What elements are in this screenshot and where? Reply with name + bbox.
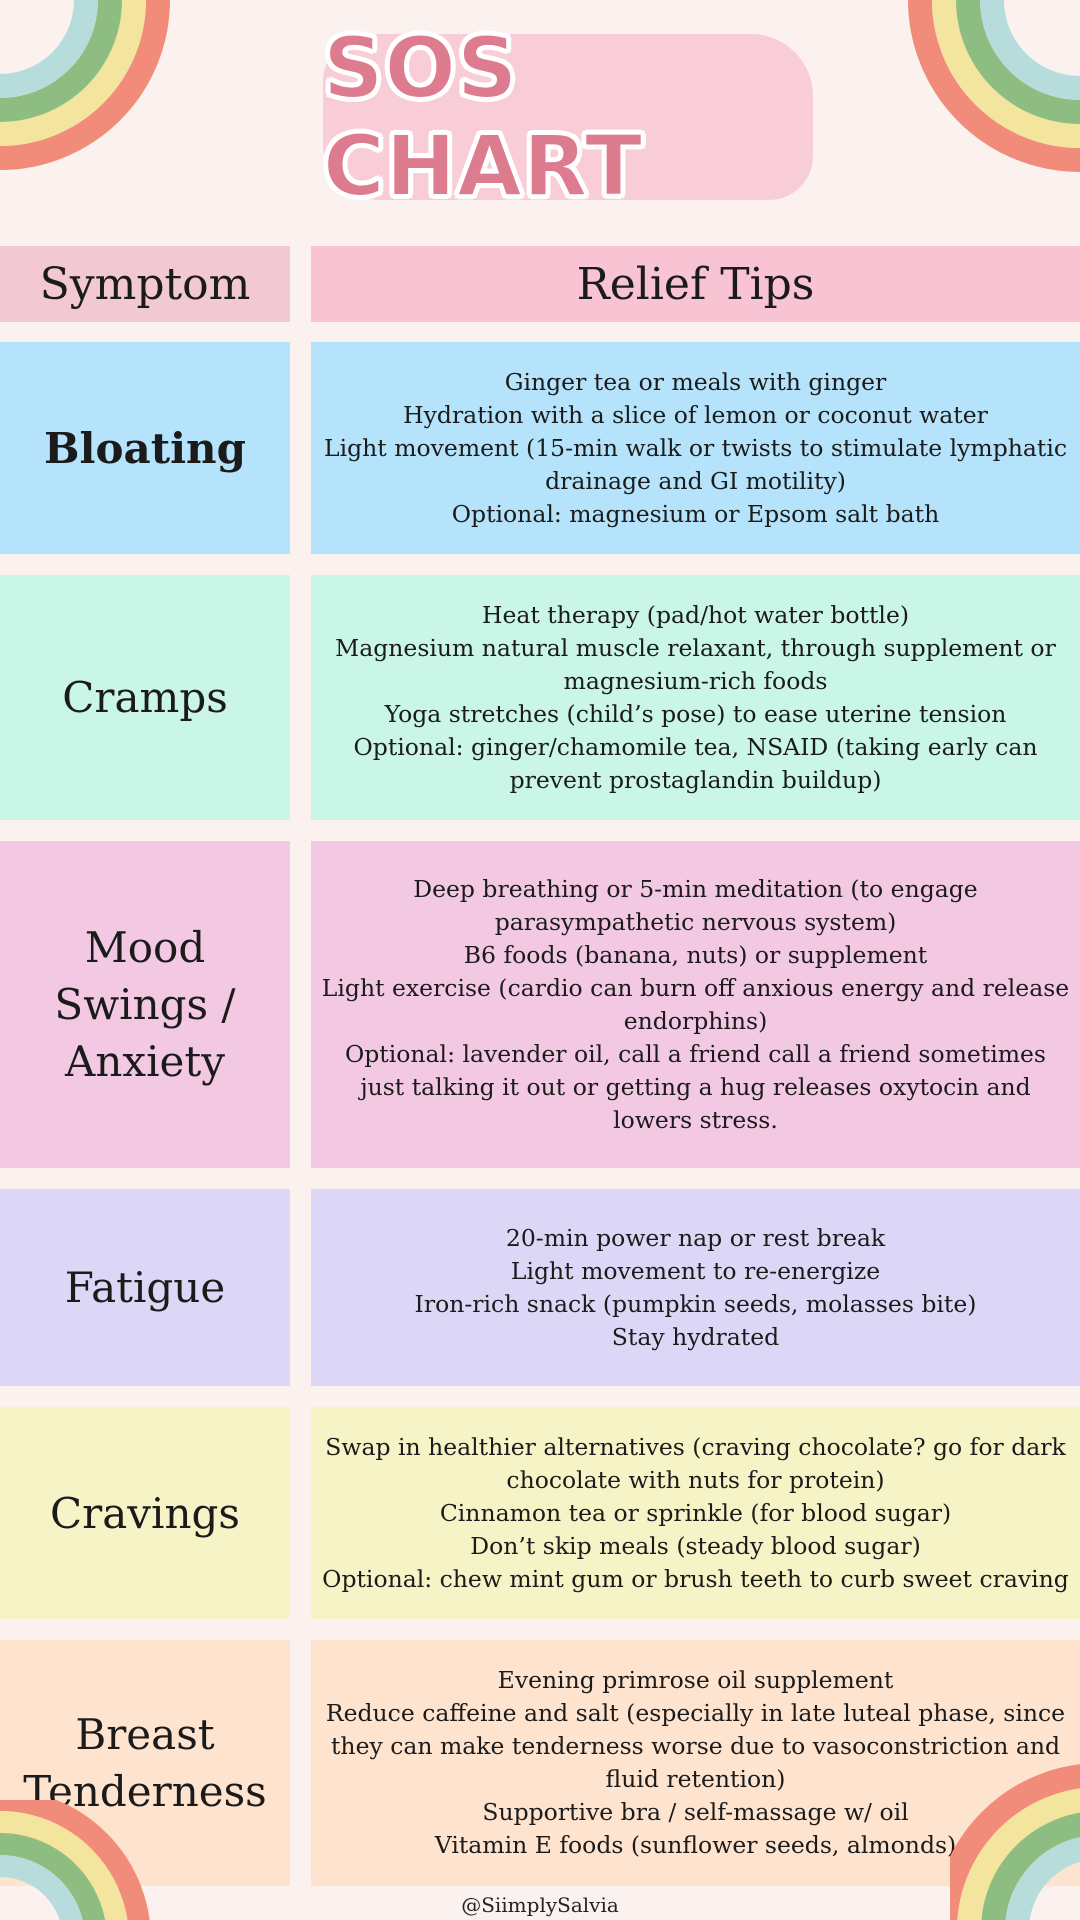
tip-line: Heat therapy (pad/hot water bottle) xyxy=(481,600,910,629)
tips-cell-bloating xyxy=(311,342,1080,554)
symptom-cell-fatigue xyxy=(0,1189,290,1386)
symptom-label: Mood Swings / Anxiety xyxy=(54,923,236,1086)
symptom-label: Fatigue xyxy=(64,1263,226,1312)
footer-handle: @SiimplySalvia xyxy=(461,1893,619,1917)
tip-line: Reduce caffeine and salt (especially in late luteal phase, since they can make tenderness worse due to vasoconstriction and fluid retention) xyxy=(325,1699,1066,1793)
tip-line: Vitamin E foods (sunflower seeds, almonds) xyxy=(434,1831,957,1859)
page-title: SOS CHART xyxy=(323,19,644,215)
symptom-label: Cravings xyxy=(50,1488,240,1538)
tip-line: Deep breathing or 5-min meditation (to engage parasympathetic nervous system) xyxy=(413,874,978,936)
tip-line: Optional: lavender oil, call a friend call a friend sometimes just talking it out or getting a hug releases oxytocin and lowers stress. xyxy=(344,1039,1046,1134)
tip-line: Evening primrose oil supplement xyxy=(497,1666,894,1694)
tip-line: 20-min power nap or rest break xyxy=(505,1223,886,1252)
tip-line: Iron-rich snack (pumpkin seeds, molasses bite) xyxy=(414,1289,977,1318)
tip-line: Magnesium natural muscle relaxant, through supplement or magnesium-rich foods xyxy=(335,633,1056,695)
tip-line: Stay hydrated xyxy=(611,1322,780,1351)
tips-cell-cramps xyxy=(311,575,1080,820)
header-symptom-label: Symptom xyxy=(39,258,251,310)
symptom-cell-mood-swings xyxy=(0,841,290,1168)
tip-line: Light movement to re-energize xyxy=(510,1256,881,1285)
symptom-label: Cramps xyxy=(62,673,228,722)
rainbow-bottom-right-icon xyxy=(950,1740,1080,1920)
tip-line: Supportive bra / self-massage w/ oil xyxy=(482,1798,909,1826)
tip-line: Cinnamon tea or sprinkle (for blood sugar) xyxy=(439,1498,952,1527)
tips-cell-mood-swings xyxy=(311,841,1080,1168)
tip-line: Light exercise (cardio can burn off anxious energy and release endorphins) xyxy=(321,973,1070,1035)
symptom-cell-bloating xyxy=(0,342,290,554)
tip-line: Swap in healthier alternatives (craving chocolate? go for dark chocolate with nuts for protein) xyxy=(325,1432,1066,1494)
tip-line: Optional: ginger/chamomile tea, NSAID (taking early can prevent prostaglandin buildup) xyxy=(353,732,1038,794)
tip-line: Ginger tea or meals with ginger xyxy=(504,367,887,396)
tip-line: Don’t skip meals (steady blood sugar) xyxy=(470,1531,921,1560)
header-relief-tips xyxy=(311,246,1080,322)
tips-cell-cravings xyxy=(311,1407,1080,1619)
tip-line: Optional: magnesium or Epsom salt bath xyxy=(451,499,940,528)
symptom-label: Bloating xyxy=(44,423,246,473)
tip-line: Optional: chew mint gum or brush teeth to curb sweet craving xyxy=(322,1564,1069,1593)
title-banner xyxy=(323,19,813,215)
tip-line: B6 foods (banana, nuts) or supplement xyxy=(463,940,928,969)
header-symptom xyxy=(0,246,290,322)
rainbow-bottom-left-icon xyxy=(0,1800,160,1920)
tip-line: Yoga stretches (child’s pose) to ease uterine tension xyxy=(384,699,1007,728)
symptom-cell-cravings xyxy=(0,1407,290,1619)
rainbow-top-right-icon xyxy=(900,0,1080,175)
symptom-label: Breast Tenderness xyxy=(23,1710,267,1816)
symptom-cell-cramps xyxy=(0,575,290,820)
tips-cell-fatigue xyxy=(311,1189,1080,1386)
tip-line: Hydration with a slice of lemon or coconut water xyxy=(403,400,988,429)
header-relief-label: Relief Tips xyxy=(576,258,815,310)
rainbow-top-left-icon xyxy=(0,0,180,170)
tip-line: Light movement (15-min walk or twists to stimulate lymphatic drainage and GI motility) xyxy=(323,433,1068,495)
